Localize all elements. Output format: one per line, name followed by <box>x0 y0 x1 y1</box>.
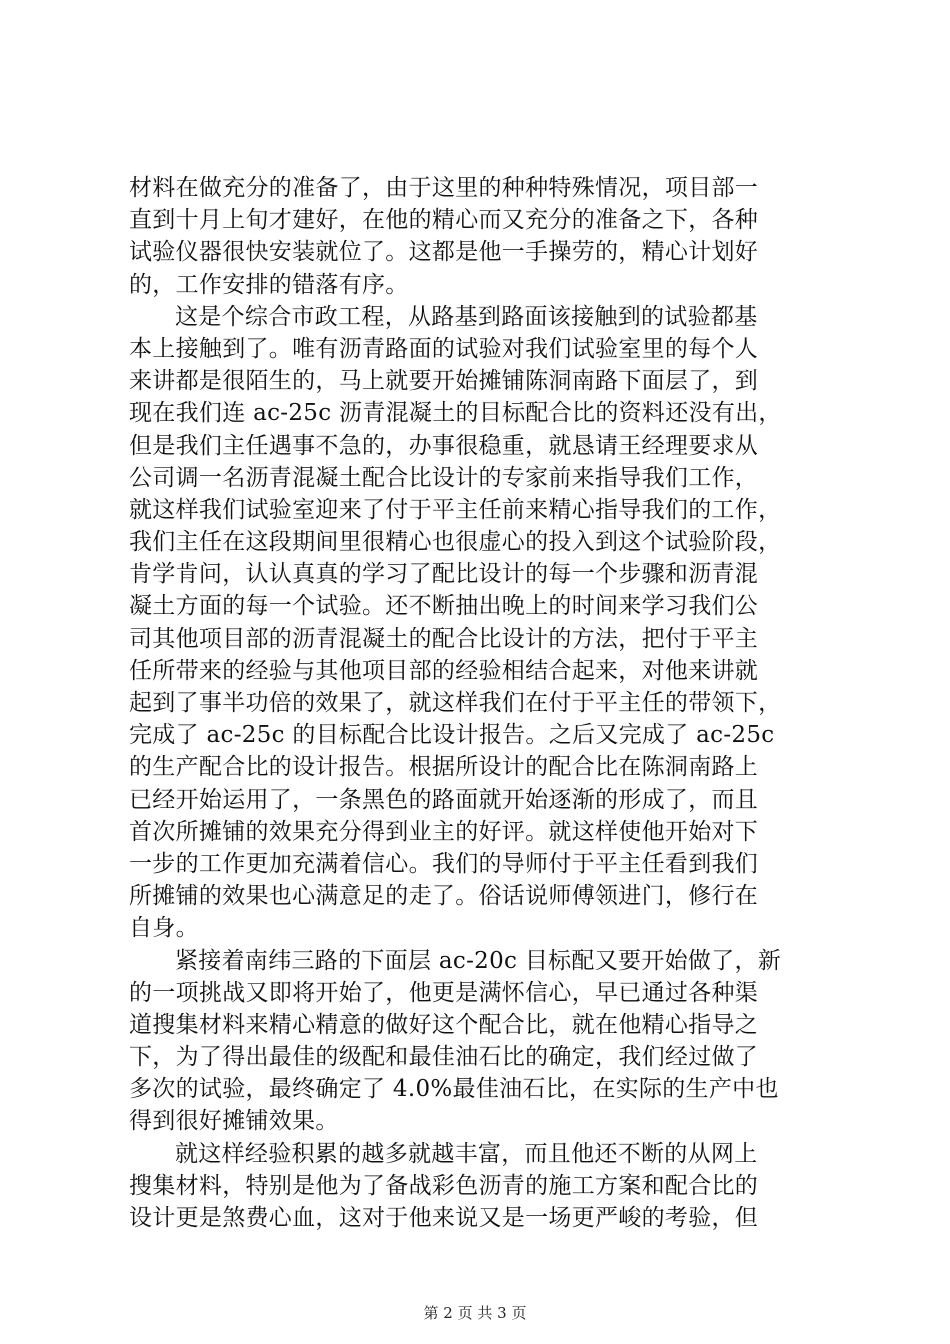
text-line: 起到了事半功倍的效果了，就这样我们在付于平主任的带领下， <box>129 690 782 716</box>
text-line: 一步的工作更加充满着信心。我们的导师付于平主任看到我们 <box>129 850 759 877</box>
text-line: 得到很好摊铺效果。 <box>129 1108 339 1135</box>
text-line: 已经开始运用了，一条黑色的路面就开始逐渐的形成了，而且 <box>129 786 759 813</box>
text-line: 现在我们连 ac-25c 沥青混凝土的目标配合比的资料还没有出， <box>129 400 782 427</box>
text-line: 凝土方面的每一个试验。还不断抽出晚上的时间来学习我们公 <box>129 593 759 620</box>
text-line: 的，工作安排的错落有序。 <box>129 271 409 298</box>
text-line: 搜集材料，特别是他为了备战彩色沥青的施工方案和配合比的 <box>129 1172 759 1199</box>
text-line: 来讲都是很陌生的，马上就要开始摊铺陈洞南路下面层了，到 <box>129 368 759 395</box>
text-line: 所摊铺的效果也心满意足的走了。俗话说师傅领进门，修行在 <box>129 883 759 910</box>
text-line: 完成了 ac-25c 的目标配合比设计报告。之后又完成了 ac-25c <box>129 722 775 749</box>
text-line: 道搜集材料来精心精意的做好这个配合比，就在他精心指导之 <box>129 1011 759 1038</box>
text-line: 的一项挑战又即将开始了，他更是满怀信心，早已通过各种渠 <box>129 979 759 1006</box>
text-line: 材料在做充分的准备了，由于这里的种种特殊情况，项目部一 <box>129 175 759 201</box>
body-text <box>129 172 831 1234</box>
text-line: 多次的试验，最终确定了 4.0%最佳油石比，在实际的生产中也 <box>129 1076 779 1103</box>
text-line: 下，为了得出最佳的级配和最佳油石比的确定，我们经过做了 <box>129 1044 759 1071</box>
text-line: 的生产配合比的设计报告。根据所设计的配合比在陈洞南路上 <box>129 754 759 781</box>
text-line: 任所带来的经验与其他项目部的经验相结合起来，对他来讲就 <box>129 657 759 684</box>
text-line: 肯学肯问，认认真真的学习了配比设计的每一个步骤和沥青混 <box>129 561 759 588</box>
text-line: 但是我们主任遇事不急的，办事很稳重，就恳请王经理要求从 <box>129 432 759 459</box>
page-footer: 第 2 页 共 3 页 <box>423 1304 527 1322</box>
text-line: 设计更是煞费心血，这对于他来说又是一场更严峻的考验，但 <box>129 1205 759 1231</box>
paragraph-first-line: 紧接着南纬三路的下面层 ac-20c 目标配又要开始做了，新 <box>175 947 782 974</box>
text-line: 我们主任在这段期间里很精心也很虚心的投入到这个试验阶段， <box>129 529 782 556</box>
paragraph-first-line: 这是个综合市政工程，从路基到路面该接触到的试验都基 <box>175 303 758 330</box>
paragraph-first-line: 就这样经验积累的越多就越丰富，而且他还不断的从网上 <box>175 1140 758 1167</box>
text-line: 公司调一名沥青混凝土配合比设计的专家前来指导我们工作， <box>129 464 759 491</box>
text-line: 本上接触到了。唯有沥青路面的试验对我们试验室里的每个人 <box>129 335 759 362</box>
text-line: 司其他项目部的沥青混凝土的配合比设计的方法，把付于平主 <box>129 625 759 652</box>
text-line: 自身。 <box>129 915 199 942</box>
text-line: 直到十月上旬才建好，在他的精心而又充分的准备之下，各种 <box>129 207 759 234</box>
text-line: 就这样我们试验室迎来了付于平主任前来精心指导我们的工作， <box>129 496 782 523</box>
text-line: 首次所摊铺的效果充分得到业主的好评。就这样使他开始对下 <box>129 818 759 845</box>
text-line: 试验仪器很快安装就位了。这都是他一手操劳的，精心计划好 <box>129 239 759 266</box>
